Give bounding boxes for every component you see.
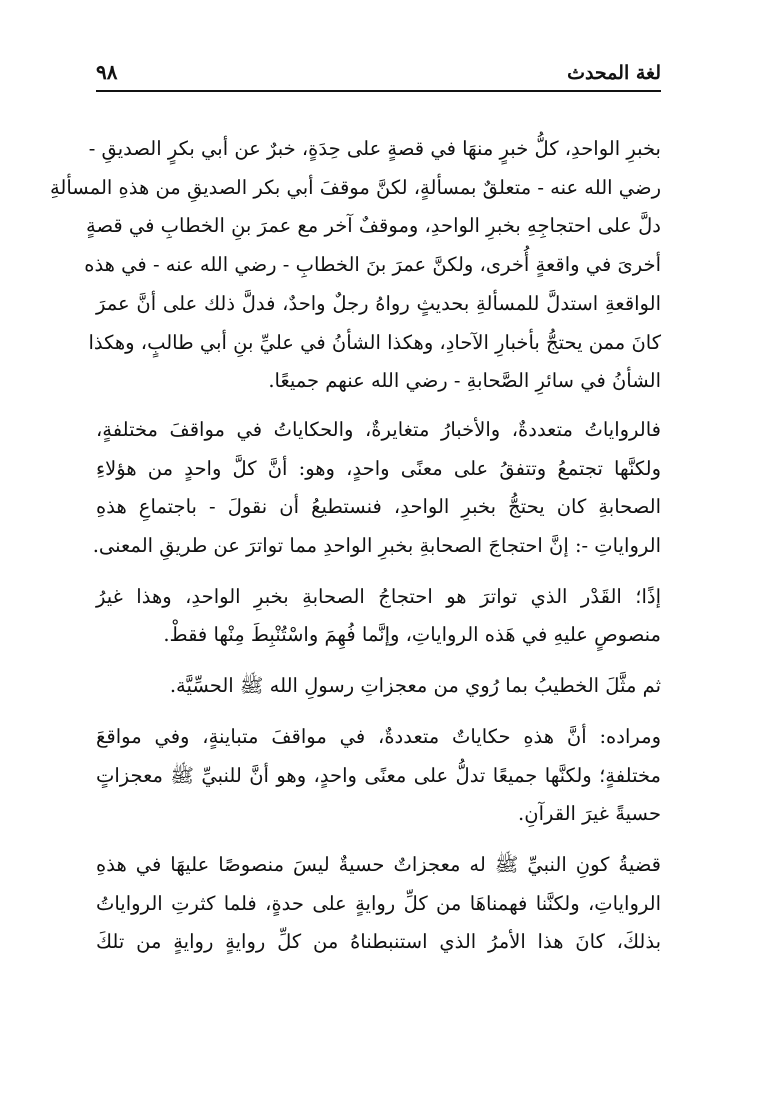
- text-line: مختلفةٍ؛ ولكنَّها جميعًا تدلُّ على معنًى واحدٍ، وهو أنَّ للنبيِّ ﷺ معجزاتٍ: [96, 763, 661, 787]
- text-line: الصحابةِ كان يحتجُّ بخبرِ الواحدِ، فنستطيعُ أن نقولَ - باجتماعِ هذهِ: [96, 495, 661, 519]
- text-line: الرواياتِ، ولكنَّنا فهمناهَا من كلِّ روايةٍ على حدةٍ، فلما كثرتِ الرواياتُ: [96, 891, 661, 915]
- text-line: دلَّ على احتجاجِهِ بخبرِ الواحدِ، وموقفٌ آخر مع عمرَ بنِ الخطابِ في قصةٍ: [85, 214, 661, 238]
- text-line: رضي الله عنه - متعلقٌ بمسألةٍ، لكنَّ موقفَ أبي بكر الصديقِ من هذهِ المسألةِ: [49, 175, 661, 199]
- paragraph-4: [96, 667, 661, 706]
- paragraph-6: [96, 846, 661, 962]
- text-line: فالرواياتُ متعددةٌ، والأخبارُ متغايرةٌ، والحكاياتُ في مواقفَ مختلفةٍ،: [96, 417, 661, 441]
- text-line: الرواياتِ -: إنَّ احتجاجَ الصحابةِ بخبرِ الواحدِ مما تواترَ عن طريقِ المعنى.: [92, 534, 661, 558]
- body-text: [49, 130, 661, 974]
- text-line: منصوصٍ عليهِ في هَذه الرواياتِ، وإنَّما فُهِمَ واسْتُنْبِطَ مِنْها فقطْ.: [163, 623, 661, 647]
- text-line: قضيةُ كونِ النبيِّ ﷺ له معجزاتٌ حسيةٌ ليسَ منصوصًا عليهَا في هذهِ: [96, 852, 661, 876]
- text-line: الشأنُ في سائرِ الصَّحابةِ - رضي الله عنهم جميعًا.: [268, 369, 661, 393]
- text-line: أخرىَ في واقعةٍ أُخرى، ولكنَّ عمرَ بنَ الخطابِ - رضي الله عنه - في هذه: [84, 253, 661, 277]
- text-line: حسيةً غيرَ القرآنِ.: [518, 802, 661, 826]
- text-line: ثم مثَّلَ الخطيبُ بما رُوي من معجزاتِ رسولِ الله ﷺ الحسِّيَّة.: [169, 674, 661, 698]
- text-line: بخبرِ الواحدِ، كلُّ خبرٍ منهَا في قصةٍ على حِدَةٍ، خبرٌ عن أبي بكرٍ الصديقِ -: [88, 137, 661, 160]
- text-line: إذًا؛ القَدْر الذي تواترَ هو احتجاجُ الصحابةِ بخبرِ الواحدِ، وهذا غيرُ: [96, 584, 661, 608]
- paragraph-3: [96, 578, 661, 655]
- paragraph-1: [49, 130, 661, 401]
- running-title: لغة المحدث: [567, 62, 661, 84]
- text-line: ومراده: أنَّ هذهِ حكاياتٌ متعددةٌ، في مواقفَ متباينةٍ، وفي مواقعَ: [96, 724, 661, 748]
- text-line: كانَ ممن يحتجُّ بأخبارِ الآحادِ، وهكذا الشأنُ في عليِّ بنِ أبي طالبٍ، وهكذا: [88, 330, 661, 354]
- page-number: ٩٨: [96, 60, 118, 84]
- page-header: [96, 58, 661, 92]
- text-line: بذلكَ، كانَ هذا الأمرُ الذي استنبطناهُ من كلِّ روايةٍ روايةٍ من تلكَ: [96, 930, 661, 954]
- paragraph-5: [96, 718, 661, 834]
- paragraph-2: [92, 411, 661, 566]
- text-line: الواقعةِ استدلَّ للمسألةِ بحديثٍ رواهُ رجلٌ واحدٌ، فدلَّ ذلك على أنَّ عمرَ: [96, 291, 661, 315]
- text-line: ولكنَّها تجتمعُ وتتفقُ على معنًى واحدٍ، وهو: أنَّ كلَّ واحدٍ من هؤلاءِ: [96, 456, 661, 480]
